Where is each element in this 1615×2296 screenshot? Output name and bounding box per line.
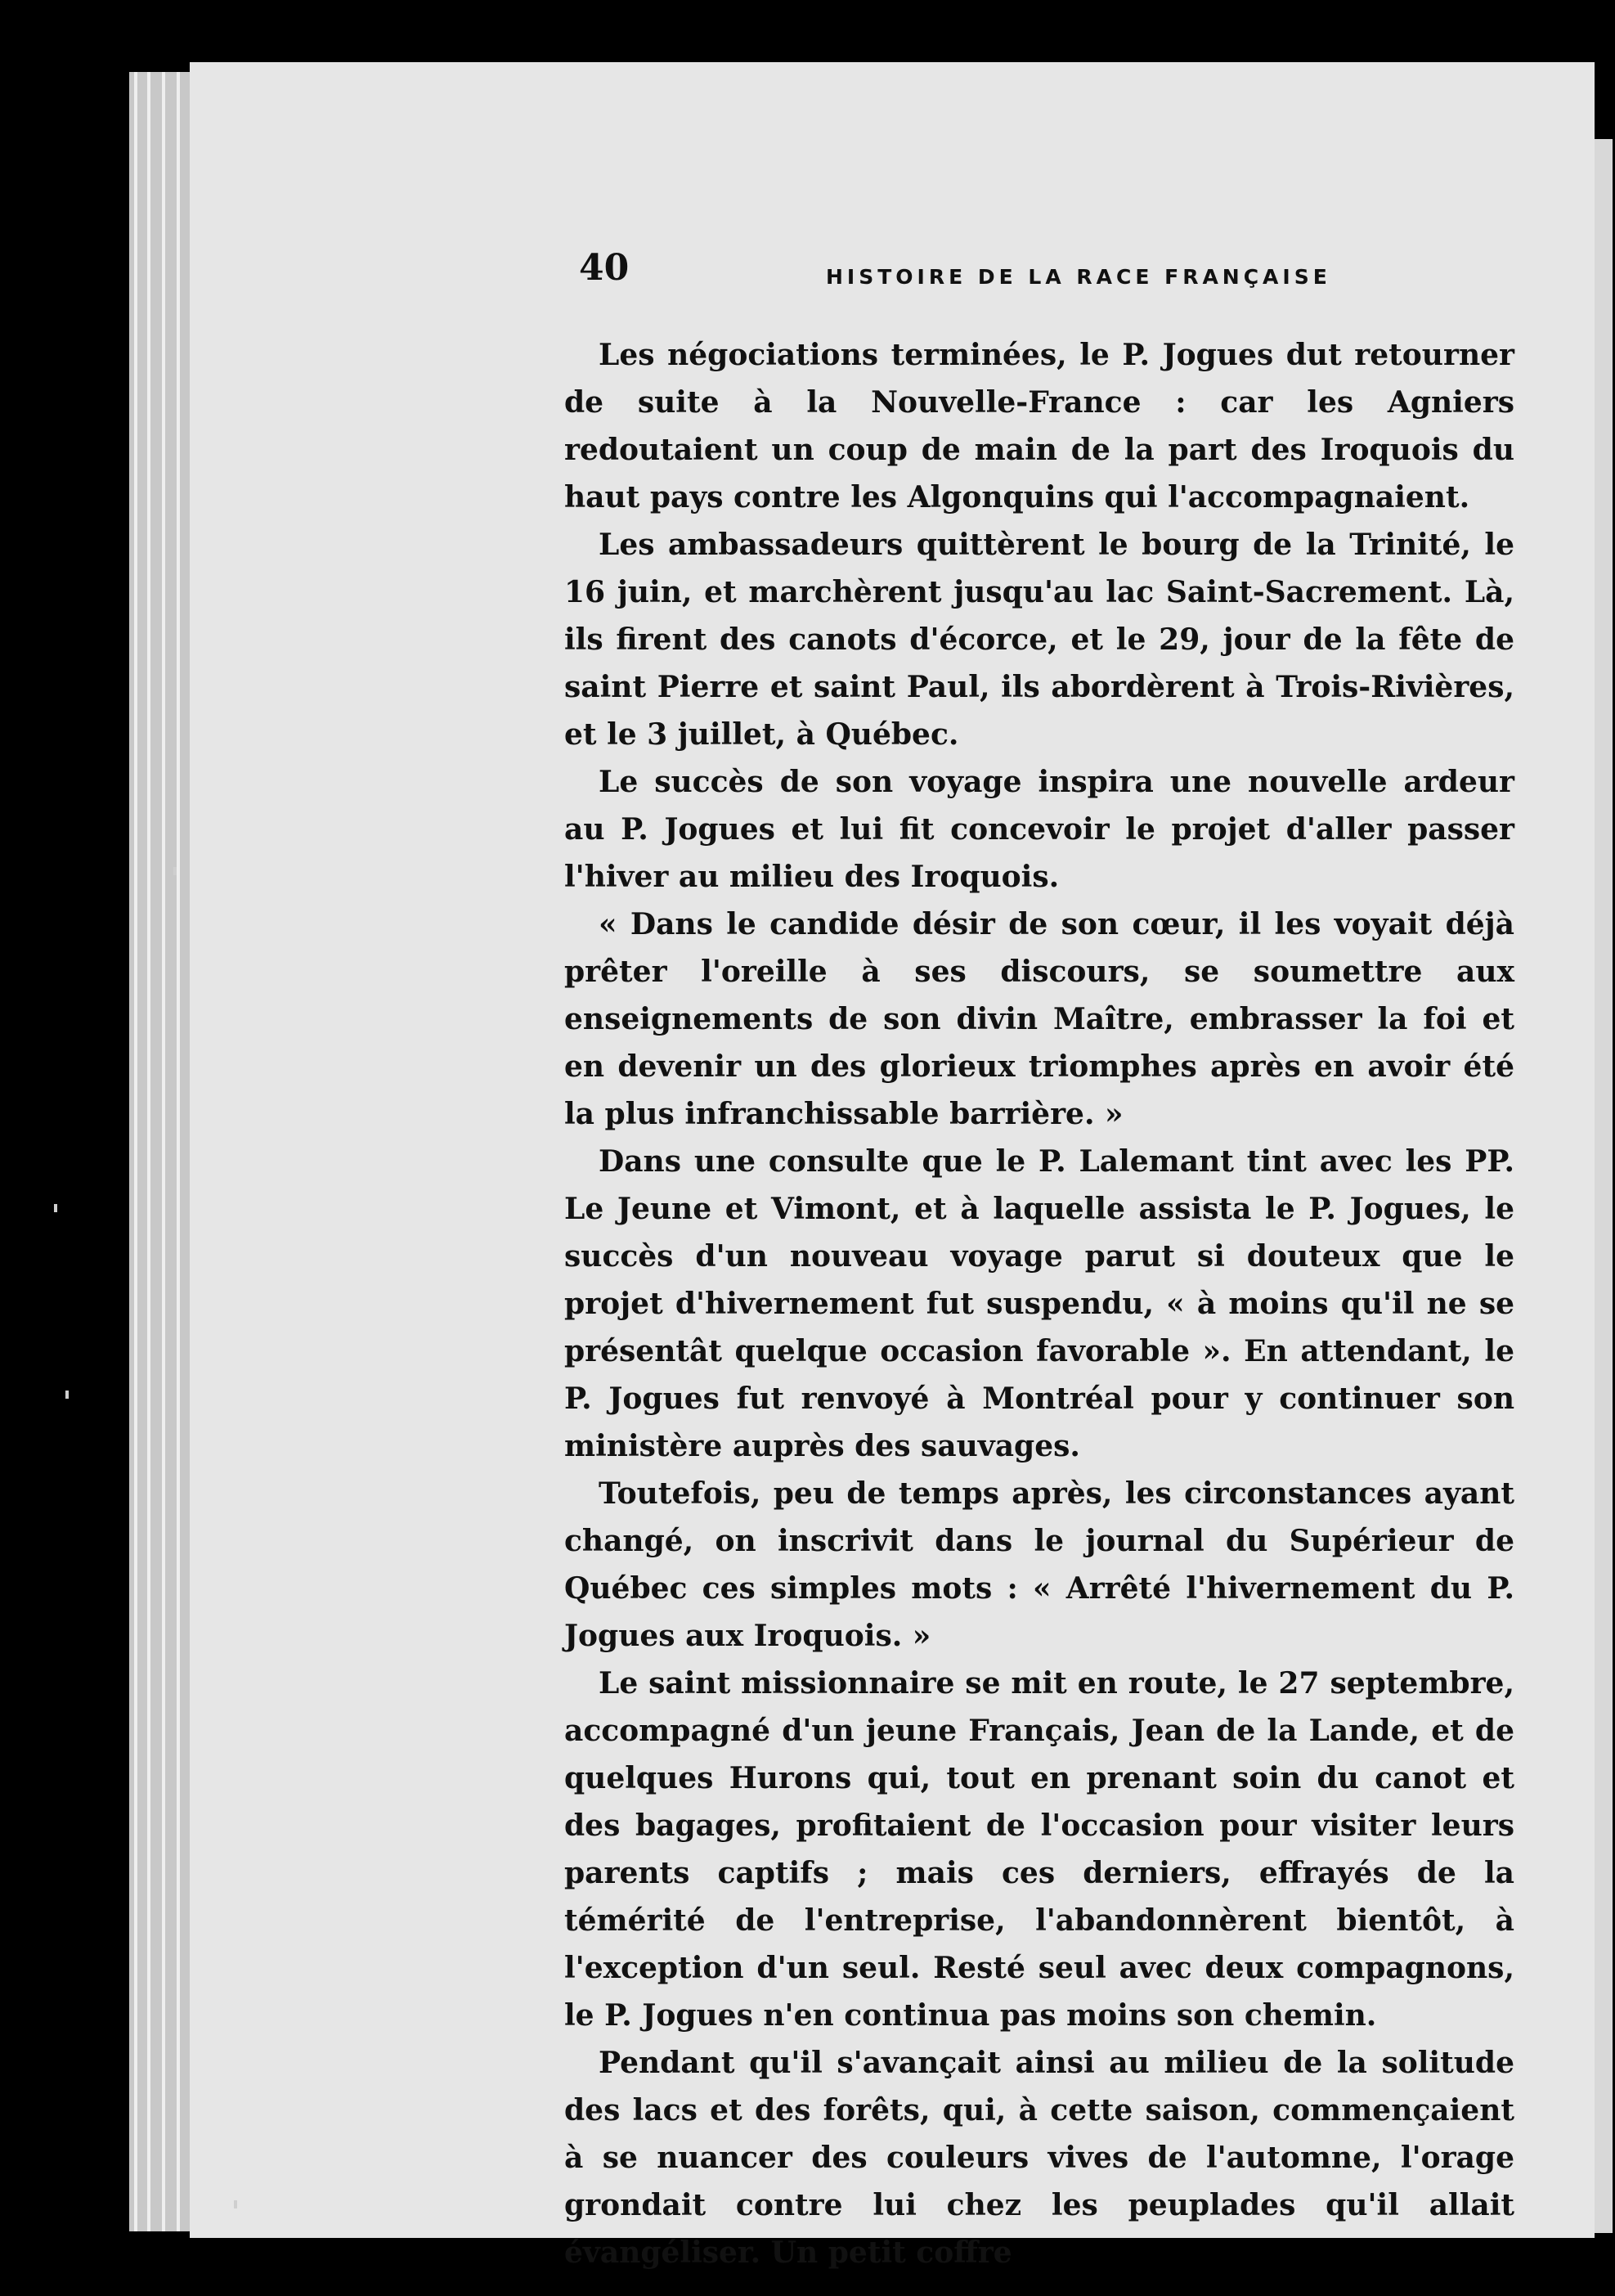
page-number: 40 — [579, 247, 630, 289]
paragraph: Les ambassadeurs quittèrent le bourg de la Trinité, le 16 juin, et marchèrent jusqu'au lac Saint-Sacrement. Là, ils firent des canots d'écorce, et le 29, jour de la fête de saint Pierre et saint Paul, ils abordèrent à Trois-Rivières, et le 3 juillet, à Québec. — [564, 528, 1514, 752]
paragraph: Toutefois, peu de temps après, les circonstances ayant changé, on inscrivit dans le journal du Supérieur de Québec ces simples mots : « Arrêté l'hivernement du P. Jogues aux Iroquois. » — [564, 1476, 1514, 1653]
scan-speck — [173, 867, 177, 875]
scan-speck — [65, 1391, 69, 1399]
paragraph: Le saint missionnaire se mit en route, le 27 septembre, accompagné d'un jeune Français, Jean de la Lande, et de quelques Hurons qui, tout en prenant soin du canot et des bagages, profitaient de l'occasion pour visiter leurs parents captifs ; mais ces derniers, effrayés de la témérité de l'entreprise, l'abandonnèrent bientôt, à l'exception d'un seul. Resté seul avec deux compagnons, le P. Jogues n'en continua pas moins son chemin. — [564, 1666, 1514, 2033]
running-head: HISTOIRE DE LA RACE FRANÇAISE — [826, 265, 1331, 289]
scan-speck — [54, 1204, 57, 1212]
page-edge-line — [147, 72, 150, 2231]
paragraph: Les négociations terminées, le P. Jogues dut retourner de suite à la Nouvelle-France : car les Agniers redoutaient un coup de main de la part des Iroquois du haut pays contre les Algonquins qui l'accompagnaient. — [564, 338, 1514, 514]
paragraph: « Dans le candide désir de son cœur, il les voyait déjà prêter l'oreille à ses discours, se soumettre aux enseignements de son divin Maître, embrasser la foi et en devenir un des glorieux triomphes après en avoir été la plus infranchissable barrière. » — [564, 907, 1514, 1131]
page-edge-line — [177, 72, 180, 2231]
page-edge-line — [162, 72, 165, 2231]
scan-speck — [234, 2200, 237, 2208]
paragraph: Le succès de son voyage inspira une nouvelle ardeur au P. Jogues et lui fit concevoir le projet d'aller passer l'hiver au milieu des Iroquois. — [564, 765, 1514, 894]
paragraph: Pendant qu'il s'avançait ainsi au milieu de la solitude des lacs et des forêts, qui, à cette saison, commençaient à se nuancer des couleurs vives de l'automne, l'orage grondait contre lui chez les peuplades qu'il allait évangéliser. Un petit coffre — [564, 2046, 1514, 2270]
page-right-edge — [1595, 139, 1613, 2233]
page-edge-line — [134, 72, 137, 2231]
paragraph: Dans une consulte que le P. Lalemant tint avec les PP. Le Jeune et Vimont, et à laquelle assista le P. Jogues, le succès d'un nouveau voyage parut si douteux que le projet d'hivernement fut suspendu, « à moins qu'il ne se présentât quelque occasion favorable ». En attendant, le P. Jogues fut renvoyé à Montréal pour y continuer son ministère auprès des sauvages. — [564, 1144, 1514, 1463]
body-text — [564, 331, 1514, 2276]
